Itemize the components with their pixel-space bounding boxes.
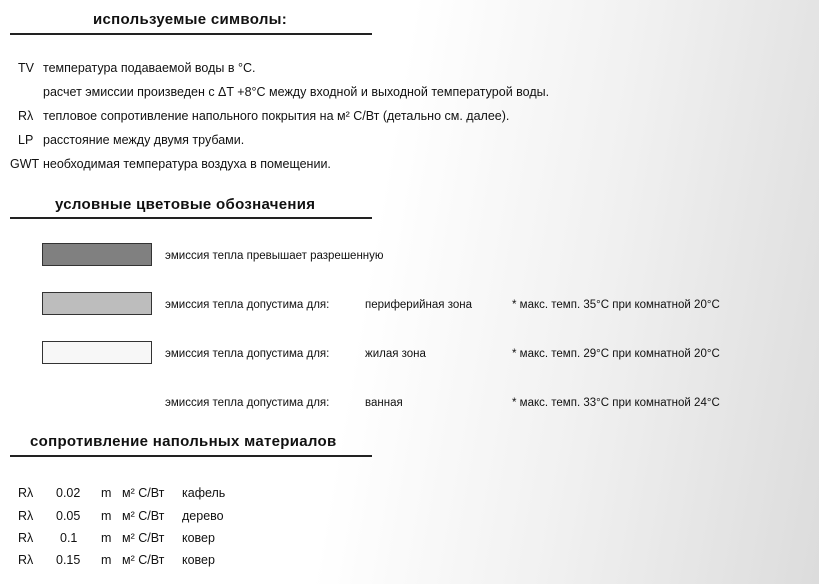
- colors-title: условные цветовые обозначения: [55, 196, 316, 213]
- symbols-rule: [10, 33, 372, 35]
- symbol-key-lp: LP: [18, 133, 34, 147]
- symbol-desc-delta-t: расчет эмиссии произведен с ΔT +8°C между входной и выходной температурой воды.: [43, 85, 550, 99]
- legend-zone-living: жилая зона: [365, 348, 426, 360]
- symbol-key-tv: TV: [18, 61, 34, 75]
- symbol-desc-rl: тепловое сопротивление напольного покрытия на м² C/Вт (детально см. далее).: [43, 109, 510, 123]
- legend-label-periphery: эмиссия тепла допустима для:: [165, 299, 330, 311]
- material-symbol: Rλ: [18, 486, 34, 500]
- material-value: 0.05: [56, 509, 81, 523]
- symbol-desc-gwt: необходимая температура воздуха в помещении.: [43, 157, 331, 171]
- legend-label-bathroom: эмиссия тепла допустима для:: [165, 397, 330, 409]
- material-value: 0.02: [56, 486, 81, 500]
- material-symbol: Rλ: [18, 531, 34, 545]
- symbol-key-rl: Rλ: [18, 109, 34, 123]
- materials-title: сопротивление напольных материалов: [30, 433, 337, 450]
- material-value: 0.15: [56, 553, 81, 567]
- symbol-desc-tv: температура подаваемой воды в °C.: [43, 61, 256, 75]
- legend-zone-periphery: периферийная зона: [365, 299, 472, 311]
- material-name: ковер: [182, 553, 215, 567]
- symbol-desc-lp: расстояние между двумя трубами.: [43, 133, 245, 147]
- legend-zone-bathroom: ванная: [365, 397, 403, 409]
- material-name: кафель: [182, 486, 226, 500]
- material-unit: м² C/Вт: [122, 553, 165, 567]
- material-m: m: [101, 553, 112, 567]
- material-symbol: Rλ: [18, 509, 34, 523]
- legend-note-living: * макс. темп. 29°C при комнатной 20°C: [512, 348, 720, 360]
- material-unit: м² C/Вт: [122, 486, 165, 500]
- legend-note-bathroom: * макс. темп. 33°C при комнатной 24°C: [512, 397, 720, 409]
- material-m: m: [101, 509, 112, 523]
- symbol-key-gwt: GWT: [10, 157, 40, 171]
- material-name: ковер: [182, 531, 215, 545]
- symbols-title: используемые символы:: [93, 11, 288, 28]
- material-value: 0.1: [60, 531, 78, 545]
- material-symbol: Rλ: [18, 553, 34, 567]
- color-swatch-living: [42, 341, 152, 364]
- legend-note-periphery: * макс. темп. 35°C при комнатной 20°C: [512, 299, 720, 311]
- material-unit: м² C/Вт: [122, 509, 165, 523]
- color-swatch-exceeded: [42, 243, 152, 266]
- color-swatch-periphery: [42, 292, 152, 315]
- legend-label-exceeded: эмиссия тепла превышает разрешенную: [165, 250, 384, 262]
- material-m: m: [101, 531, 112, 545]
- material-unit: м² C/Вт: [122, 531, 165, 545]
- material-name: дерево: [182, 509, 224, 523]
- materials-rule: [10, 455, 372, 457]
- legend-label-living: эмиссия тепла допустима для:: [165, 348, 330, 360]
- colors-rule: [10, 217, 372, 219]
- material-m: m: [101, 486, 112, 500]
